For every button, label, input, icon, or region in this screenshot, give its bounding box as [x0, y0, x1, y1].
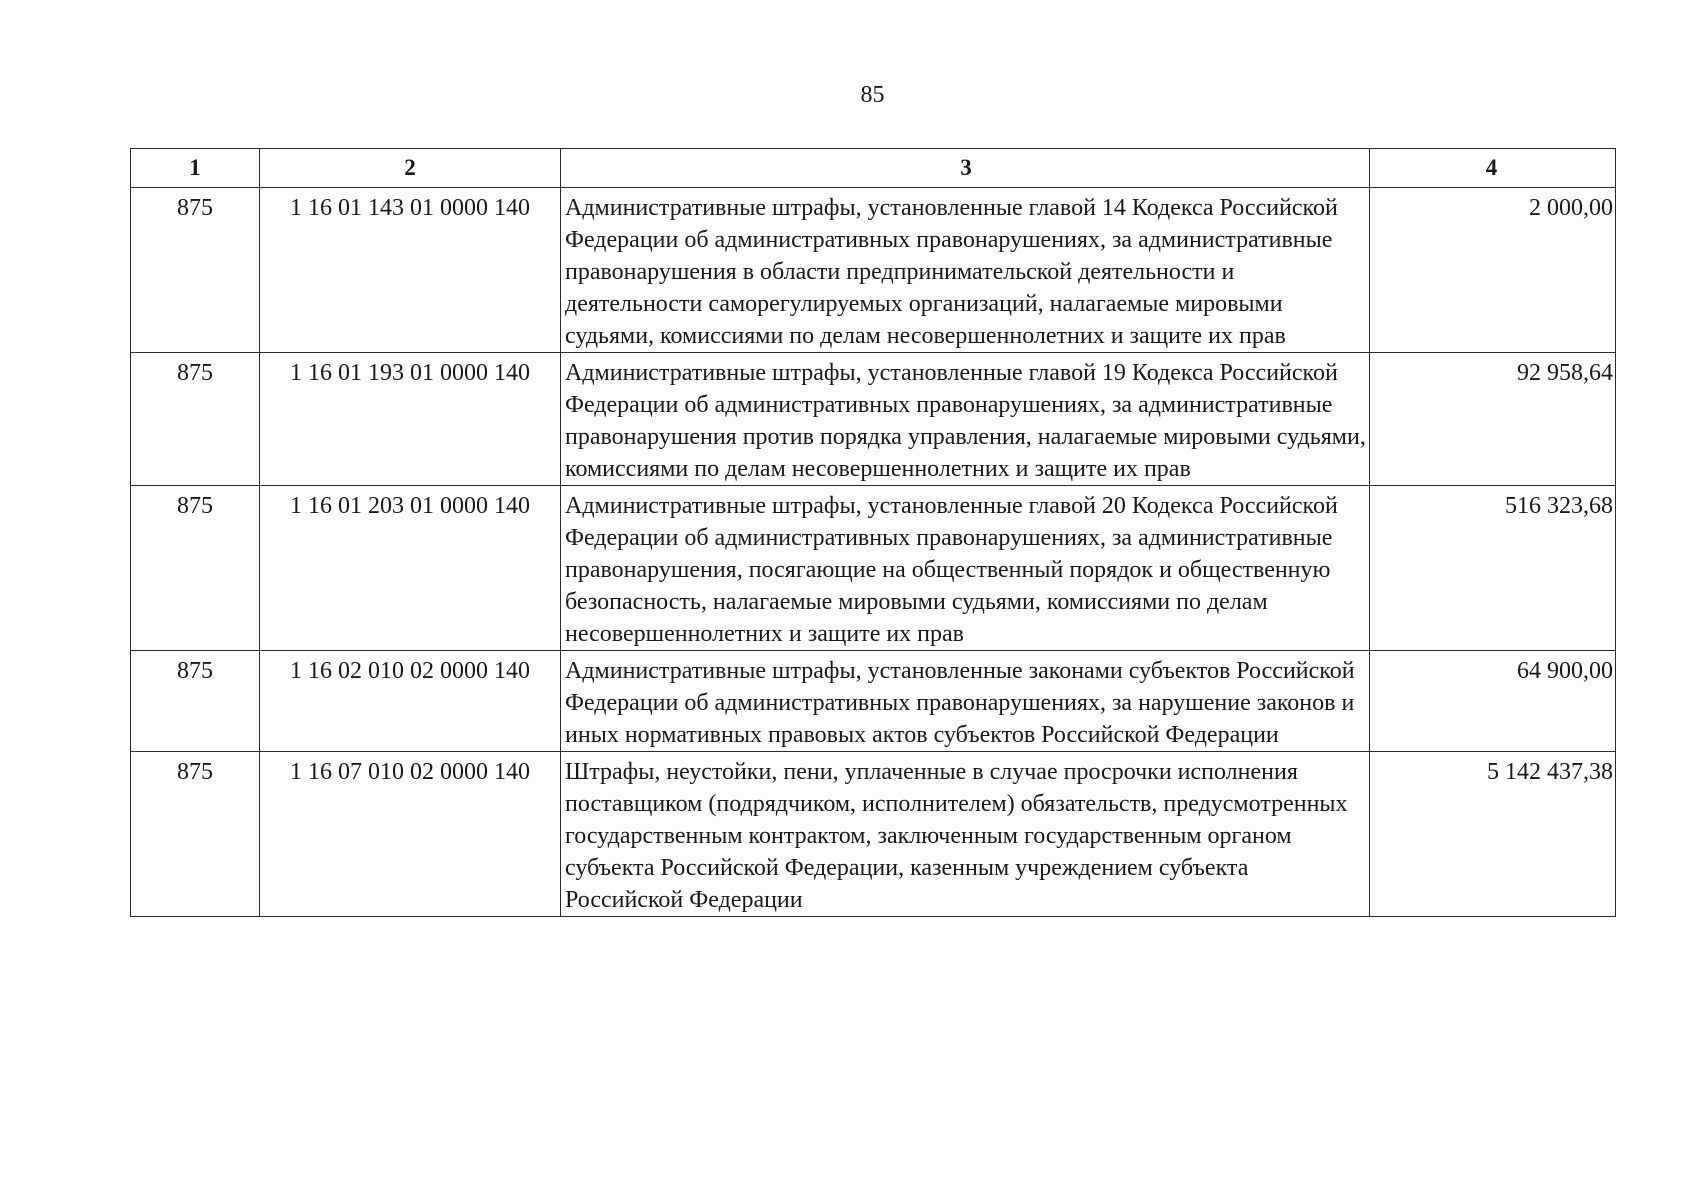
description-cell: Административные штрафы, установленные главой 19 Кодекса Российской Федерации об административных правонарушениях, за административные правонарушения против порядка управления, налагаемые мировыми судьями, комиссиями по делам несовершеннолетних и защите их прав [561, 353, 1370, 486]
budget-code-cell: 1 16 01 193 01 0000 140 [260, 353, 561, 486]
admin-code-cell: 875 [131, 752, 260, 917]
amount-cell: 5 142 437,38 [1370, 752, 1616, 917]
budget-code-cell: 1 16 01 203 01 0000 140 [260, 486, 561, 651]
description-cell: Административные штрафы, установленные главой 14 Кодекса Российской Федерации об административных правонарушениях, за административные правонарушения в области предпринимательской деятельности и деятельности саморегулируемых организаций, налагаемые мировыми судьями, комиссиями по делам несовершеннолетних и защите их прав [561, 188, 1370, 353]
table-row [131, 752, 1616, 917]
amount-cell: 64 900,00 [1370, 651, 1616, 752]
description-cell: Штрафы, неустойки, пени, уплаченные в случае просрочки исполнения поставщиком (подрядчиком, исполнителем) обязательств, предусмотренных государственным контрактом, заключенным государственным органом субъекта Российской Федерации, казенным учреждением субъекта Российской Федерации [561, 752, 1370, 917]
amount-cell: 92 958,64 [1370, 353, 1616, 486]
budget-code-cell: 1 16 02 010 02 0000 140 [260, 651, 561, 752]
description-cell: Административные штрафы, установленные законами субъектов Российской Федерации об административных правонарушениях, за нарушение законов и иных нормативных правовых актов субъектов Российской Федерации [561, 651, 1370, 752]
amount-cell: 516 323,68 [1370, 486, 1616, 651]
column-header-4: 4 [1370, 149, 1616, 188]
budget-code-cell: 1 16 01 143 01 0000 140 [260, 188, 561, 353]
table-row [131, 486, 1616, 651]
admin-code-cell: 875 [131, 651, 260, 752]
page-number: 85 [860, 82, 885, 108]
table-row [131, 353, 1616, 486]
revenue-table [130, 148, 1616, 917]
amount-cell: 2 000,00 [1370, 188, 1616, 353]
column-header-3: 3 [561, 149, 1370, 188]
column-header-2: 2 [260, 149, 561, 188]
admin-code-cell: 875 [131, 353, 260, 486]
description-cell: Административные штрафы, установленные главой 20 Кодекса Российской Федерации об административных правонарушениях, за административные правонарушения, посягающие на общественный порядок и общественную безопасность, налагаемые мировыми судьями, комиссиями по делам несовершеннолетних и защите их прав [561, 486, 1370, 651]
table-header-row [131, 149, 1616, 188]
column-header-1: 1 [131, 149, 260, 188]
admin-code-cell: 875 [131, 188, 260, 353]
table-row [131, 651, 1616, 752]
admin-code-cell: 875 [131, 486, 260, 651]
table-row [131, 188, 1616, 353]
budget-code-cell: 1 16 07 010 02 0000 140 [260, 752, 561, 917]
